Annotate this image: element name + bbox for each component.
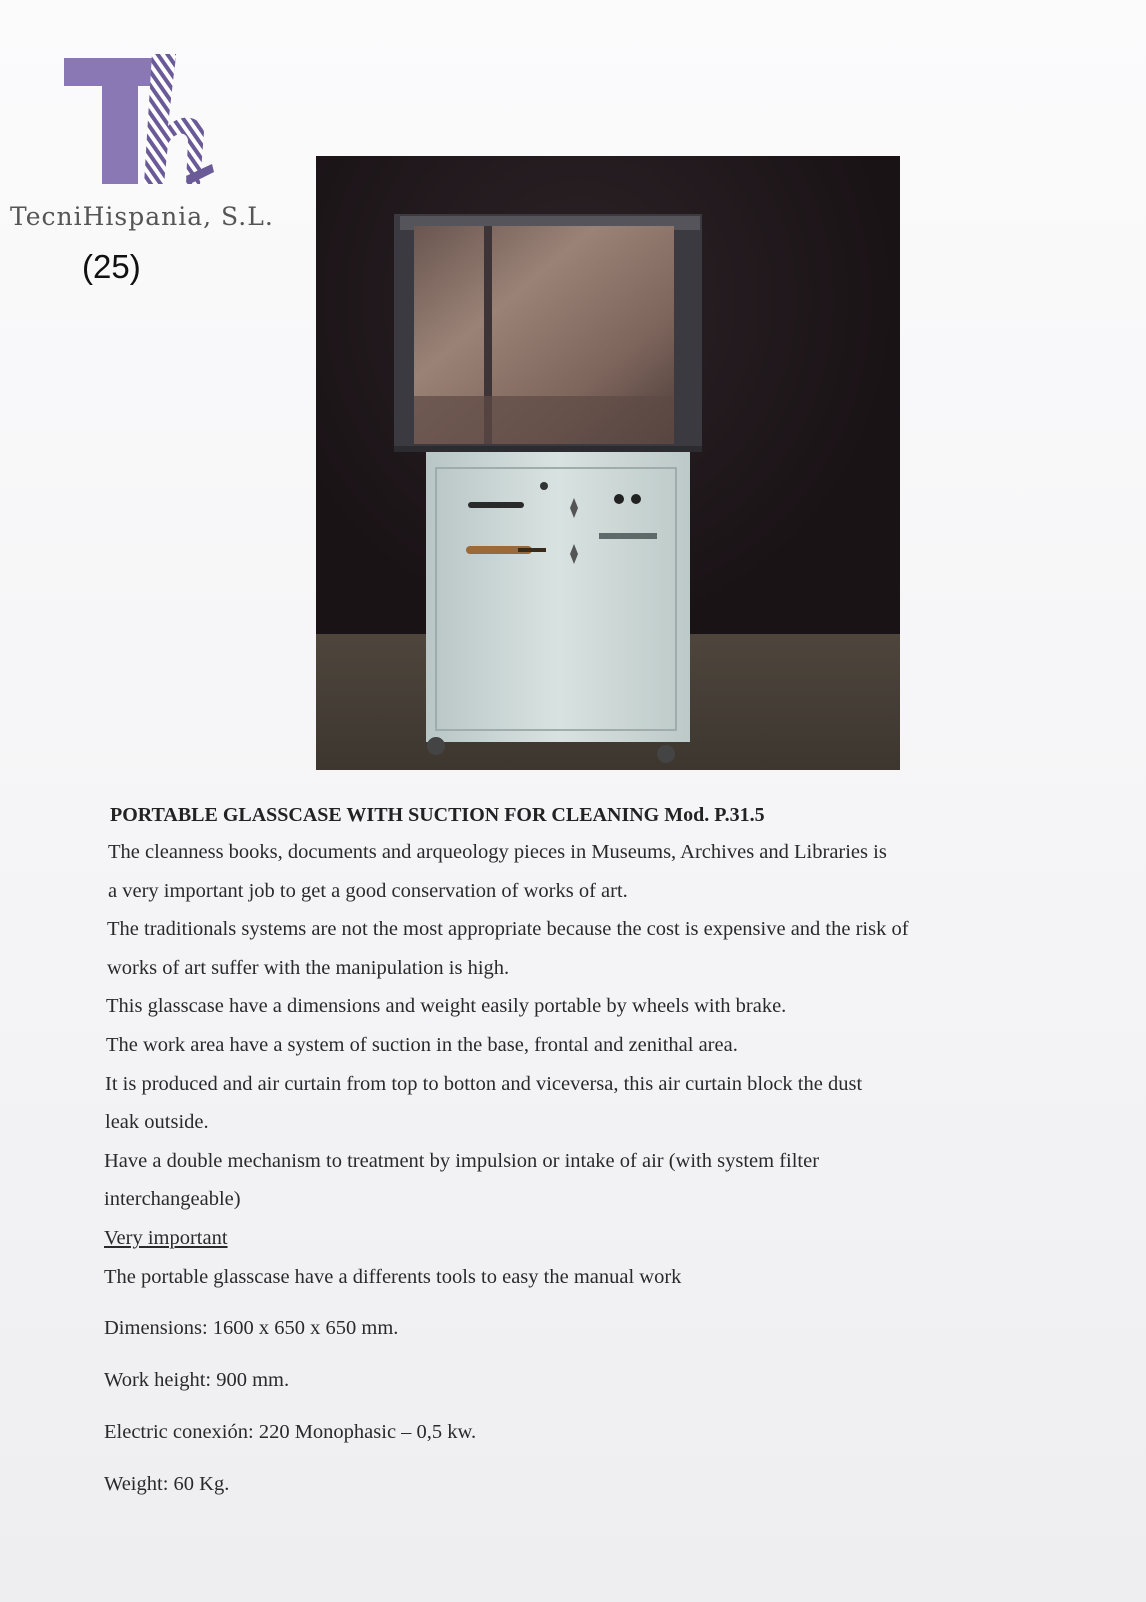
- company-logo-icon: [56, 52, 216, 192]
- body-line: The work area have a system of suction in the base, frontal and zenithal area.: [106, 1033, 738, 1056]
- body-line: Have a double mechanism to treatment by impulsion or intake of air (with system filter: [104, 1149, 820, 1172]
- body-line: The traditionals systems are not the most appropriate because the cost is expensive and the risk of: [107, 918, 909, 941]
- body-line: works of art suffer with the manipulation is high.: [107, 956, 510, 979]
- spec-dimensions: Dimensions: 1600 x 650 x 650 mm.: [104, 1317, 399, 1340]
- specifications-list: [104, 1302, 1004, 1510]
- body-line: This glasscase have a dimensions and weight easily portable by wheels with brake.: [106, 995, 787, 1018]
- body-line: The portable glasscase have a differents tools to easy the manual work: [104, 1265, 682, 1288]
- section-subheading: Very important: [104, 1226, 228, 1249]
- glasscase-illustration: [316, 156, 900, 770]
- body-line: leak outside.: [105, 1111, 209, 1134]
- company-name: TecniHispania, S.L.: [10, 202, 274, 231]
- product-photo: [316, 156, 900, 770]
- document-title: PORTABLE GLASSCASE WITH SUCTION FOR CLEANING Mod. P.31.5: [110, 804, 765, 826]
- spec-work-height: Work height: 900 mm.: [104, 1369, 290, 1392]
- document-body: [104, 804, 1004, 1510]
- body-line: a very important job to get a good conservation of works of art.: [108, 879, 628, 902]
- spec-weight: Weight: 60 Kg.: [104, 1473, 230, 1496]
- body-line: The cleanness books, documents and arqueology pieces in Museums, Archives and Libraries is: [108, 841, 887, 863]
- body-line: interchangeable): [104, 1188, 241, 1211]
- spec-electric-connection: Electric conexión: 220 Monophasic – 0,5 kw.: [104, 1421, 477, 1444]
- body-line: It is produced and air curtain from top to botton and viceversa, this air curtain block the dust: [105, 1072, 863, 1095]
- page-number: (25): [82, 248, 141, 285]
